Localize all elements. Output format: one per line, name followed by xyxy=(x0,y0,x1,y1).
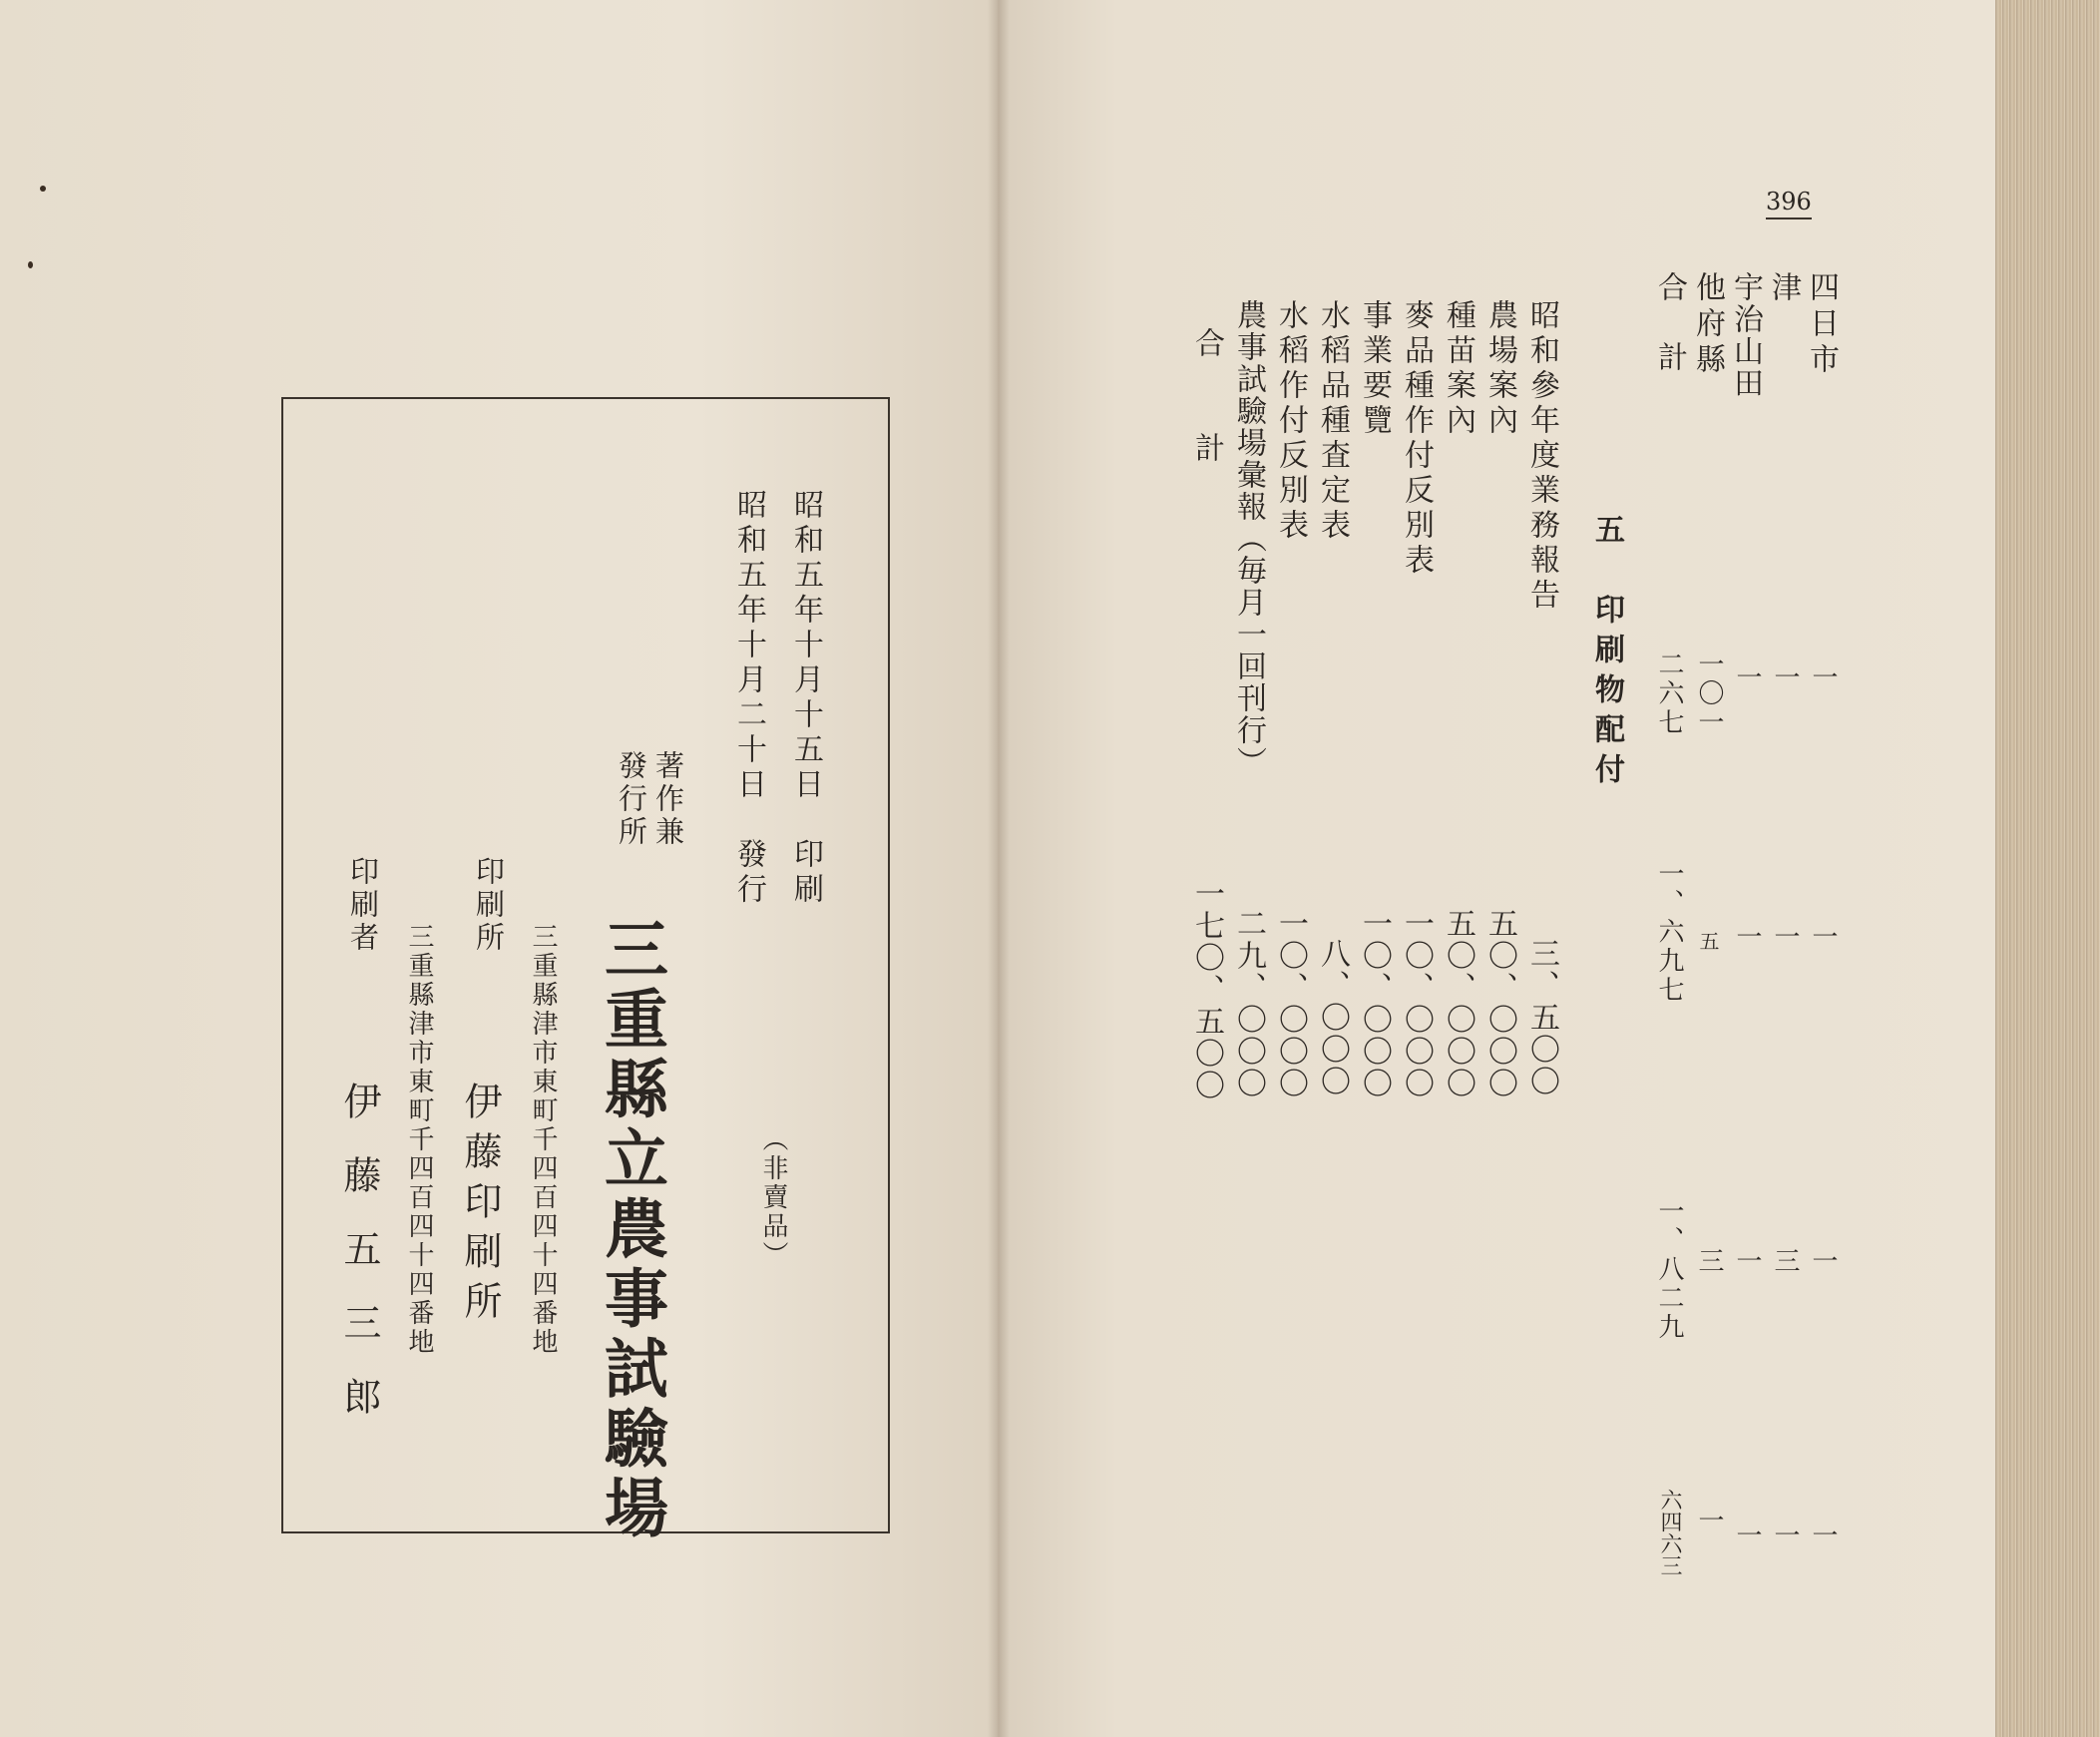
table-cell-4-3: 三 xyxy=(1694,1247,1724,1276)
print-item-name-9: 合 計 xyxy=(1189,327,1224,467)
print-item-qty-5: 一〇、〇〇〇 xyxy=(1357,908,1392,1099)
printer-address: 三重縣津市東町千四百四十四番地 xyxy=(404,923,434,1357)
print-item-qty-4: 一〇、〇〇〇 xyxy=(1399,908,1434,1099)
print-item-qty-9: 一七〇、五〇〇 xyxy=(1189,878,1224,1101)
print-item-name-3: 種苗案內 xyxy=(1441,299,1475,439)
printing-office-label: 印刷所 xyxy=(472,856,506,955)
print-item-qty-3: 五〇、〇〇〇 xyxy=(1441,908,1475,1099)
print-item-qty-6: 八、〇〇〇 xyxy=(1315,938,1350,1097)
right-page xyxy=(998,0,1995,1737)
table-cell-1-2: 一 xyxy=(1808,923,1838,952)
table-cell-5-2: 一、六九七 xyxy=(1654,860,1684,1005)
table-cell-5-4: 六四六三 xyxy=(1657,1489,1682,1576)
page-number: 396 xyxy=(1766,188,1812,219)
printer-name: 伊藤五三郎 xyxy=(337,1082,381,1451)
table-row-name-1: 四日市 xyxy=(1804,271,1839,379)
table-cell-4-4: 一 xyxy=(1694,1507,1724,1535)
table-cell-1-4: 一 xyxy=(1808,1521,1838,1550)
print-item-qty-8: 二九、〇〇〇 xyxy=(1231,908,1266,1099)
print-item-qty-7: 一〇、〇〇〇 xyxy=(1273,908,1308,1099)
printing-office-name: 伊藤印刷所 xyxy=(458,1082,502,1331)
print-item-qty-2: 五〇、〇〇〇 xyxy=(1482,908,1517,1099)
table-row-name-2: 津 xyxy=(1766,271,1801,307)
table-cell-3-2: 一 xyxy=(1732,923,1762,952)
author-publisher-label-2: 發行所 xyxy=(615,750,648,849)
table-row-name-4: 他府縣 xyxy=(1690,271,1725,379)
book-gutter xyxy=(988,0,1010,1737)
print-item-name-5: 事業要覽 xyxy=(1357,299,1392,439)
table-row-name-5: 合計 xyxy=(1652,271,1687,411)
author-publisher-label-1: 著作兼 xyxy=(651,750,685,849)
printing-office-address: 三重縣津市東町千四百四十四番地 xyxy=(528,923,558,1357)
table-cell-5-3: 一、八二九 xyxy=(1654,1197,1684,1342)
table-cell-3-4: 一 xyxy=(1732,1521,1762,1550)
print-item-name-4: 麥品種作付反別表 xyxy=(1399,299,1434,579)
print-item-name-2: 農場案內 xyxy=(1482,299,1517,439)
section-title: 五 印刷物配付 xyxy=(1589,514,1624,793)
table-cell-1-3: 一 xyxy=(1808,1247,1838,1276)
page-edges xyxy=(1995,0,2100,1737)
print-item-name-7: 水稻作付反別表 xyxy=(1273,299,1308,544)
table-cell-2-4: 一 xyxy=(1770,1521,1800,1550)
table-cell-2-2: 一 xyxy=(1770,923,1800,952)
print-item-qty-1: 三、五〇〇 xyxy=(1524,938,1559,1097)
print-item-name-6: 水稻品種査定表 xyxy=(1315,299,1350,544)
table-cell-3-3: 一 xyxy=(1732,1247,1762,1276)
table-row-name-3: 宇治山田 xyxy=(1728,271,1763,399)
print-item-name-8: 農事試驗場彙報（毎月一回刊行） xyxy=(1231,299,1266,778)
table-cell-2-3: 三 xyxy=(1770,1247,1800,1276)
paper-speck xyxy=(40,186,46,192)
publisher-name: 三重縣立農事試驗場 xyxy=(594,916,668,1544)
table-cell-4-1: 一〇一 xyxy=(1694,651,1724,737)
table-cell-1-1: 一 xyxy=(1808,663,1838,692)
issue-date: 昭和五年十月二十日 發行 xyxy=(731,489,766,908)
printer-label: 印刷者 xyxy=(346,856,380,955)
not-for-sale: （非賣品） xyxy=(758,1125,788,1270)
table-cell-3-1: 一 xyxy=(1732,663,1762,692)
table-cell-5-1: 二六七 xyxy=(1654,651,1684,737)
print-item-name-1: 昭和參年度業務報告 xyxy=(1524,299,1559,614)
print-date: 昭和五年十月十五日 印刷 xyxy=(788,489,823,908)
paper-speck xyxy=(28,261,33,268)
table-cell-4-2: 五 xyxy=(1696,931,1720,951)
table-cell-2-1: 一 xyxy=(1770,663,1800,692)
